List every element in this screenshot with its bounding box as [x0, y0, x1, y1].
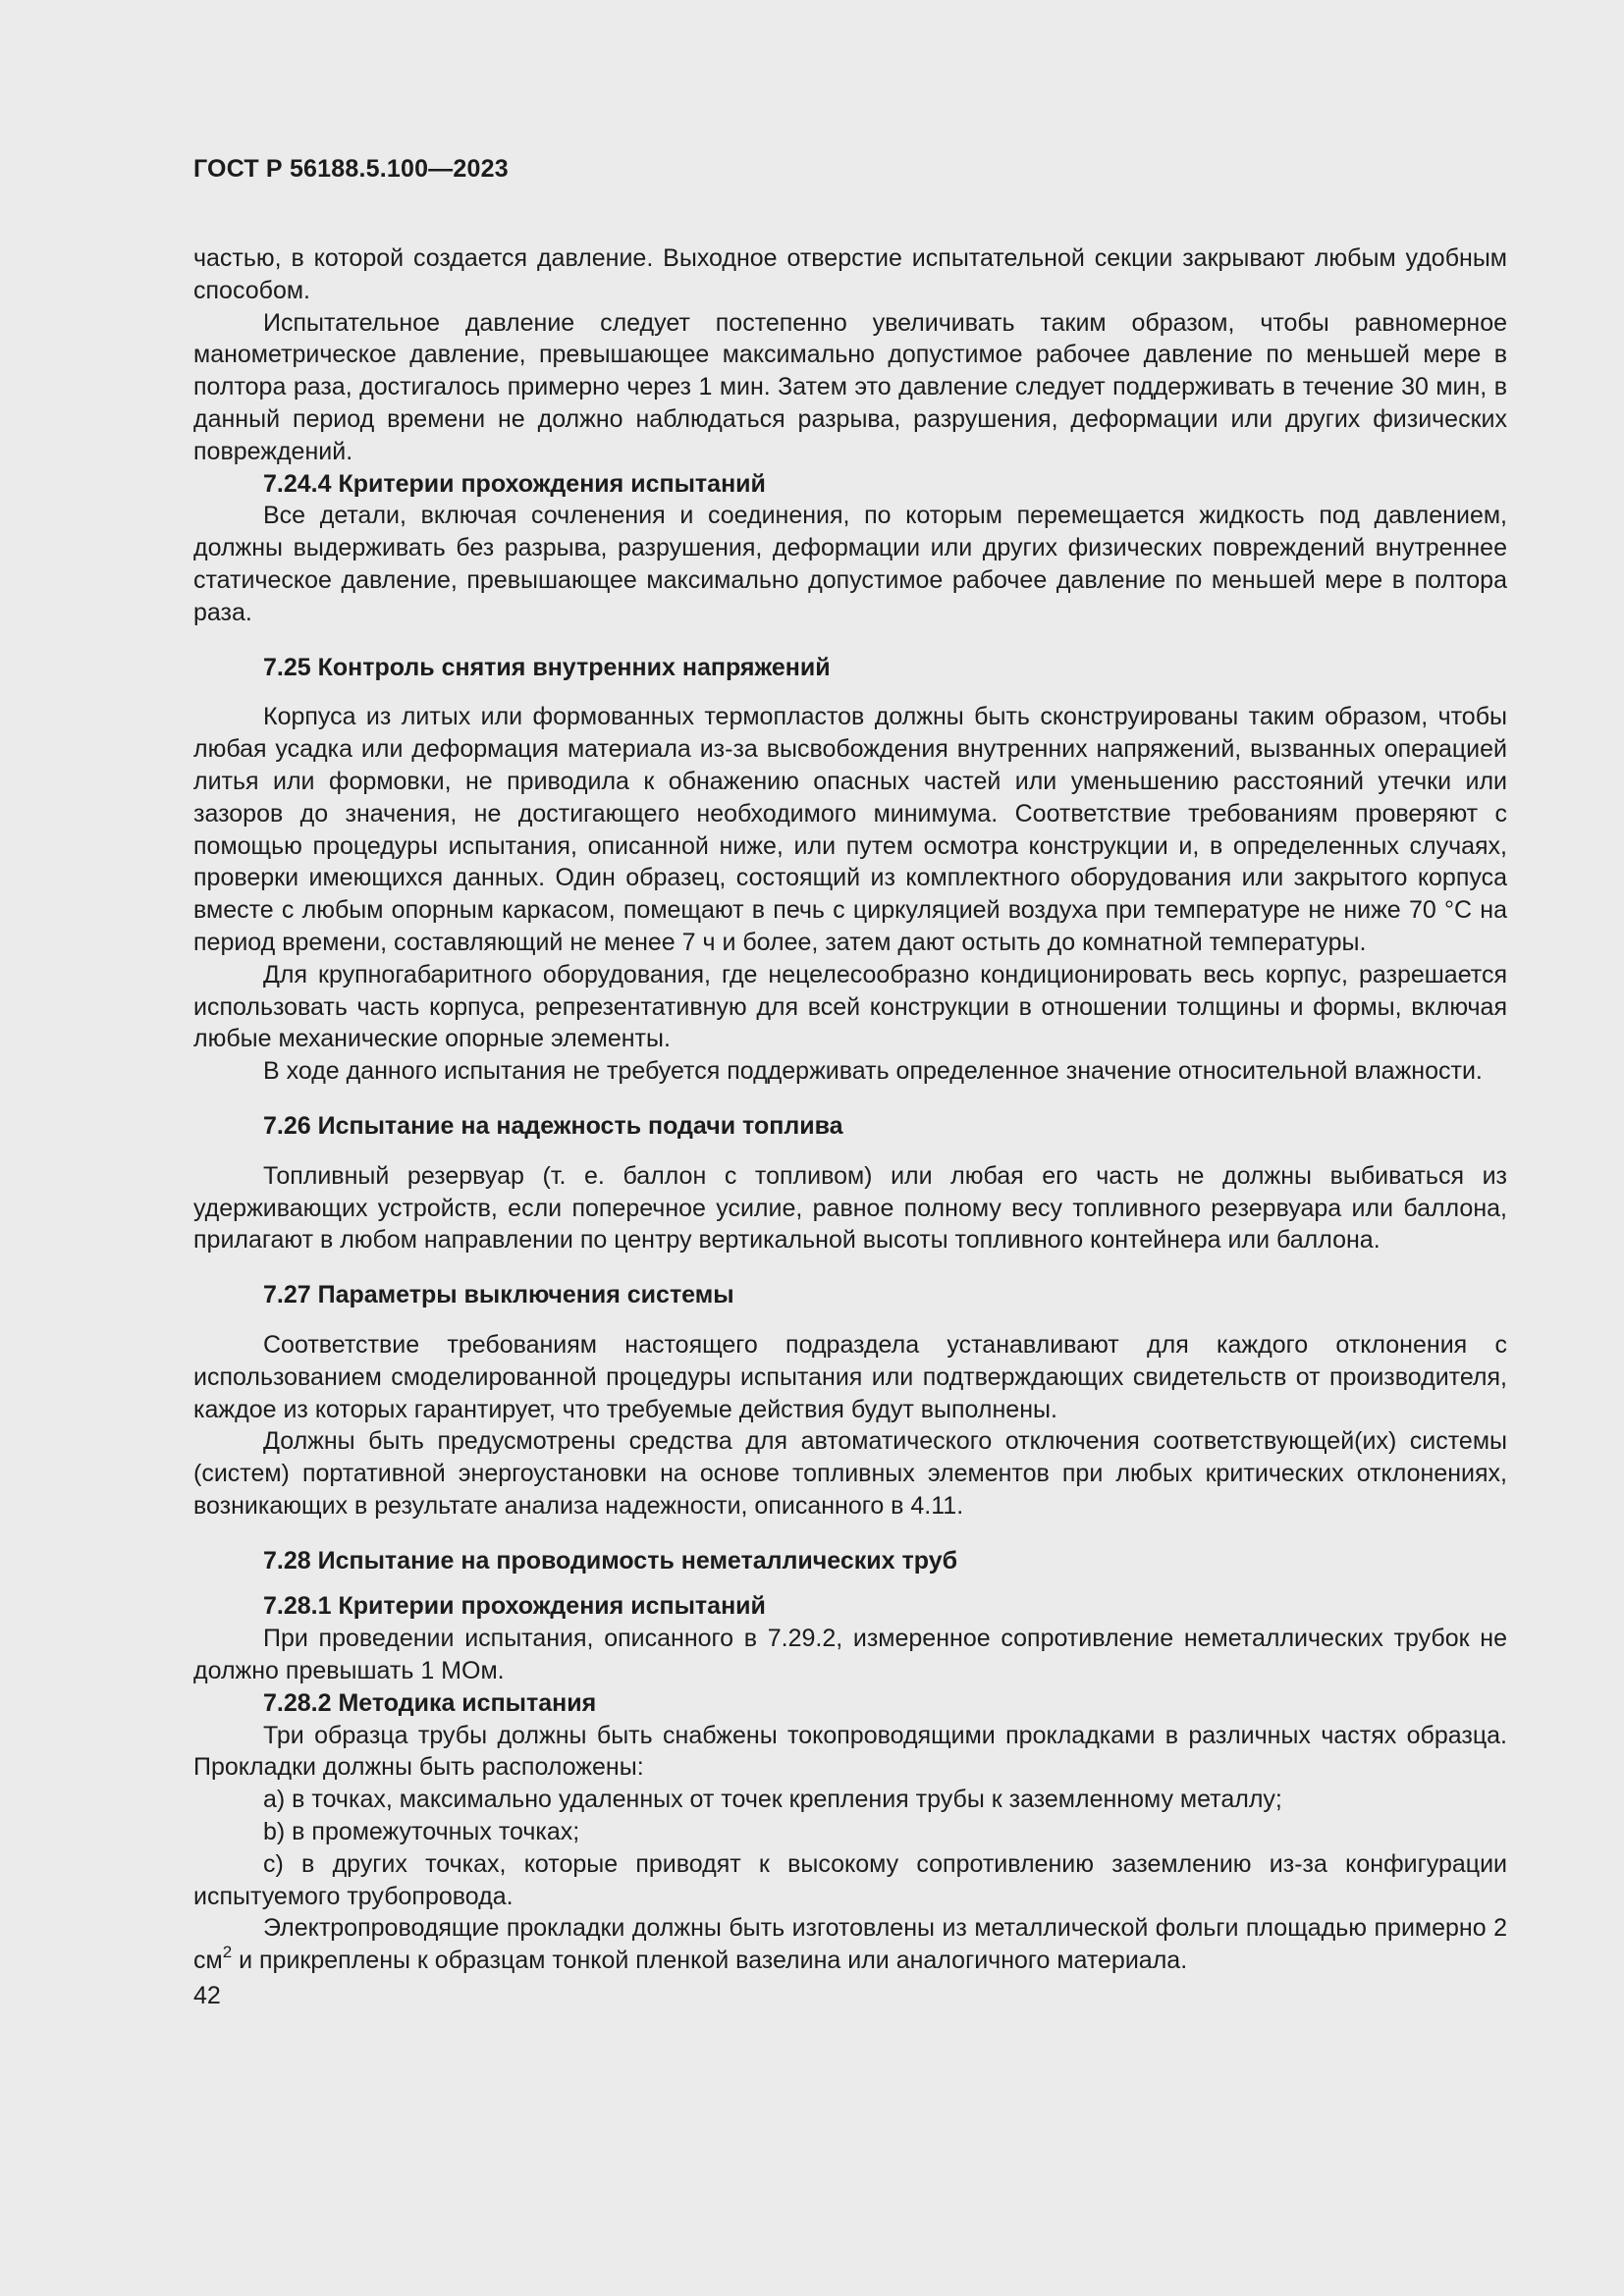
- paragraph-test-pressure: Испытательное давление следует постепенно увеличивать таким образом, чтобы равномерное манометрическое давление, превышающее максимально допустимое рабочее давление по меньшей мере в полтора раза, достигалось примерно через 1 мин. Затем это давление следует поддерживать в течение 30 мин, в данный период времени не должно наблюдаться разрыва, разрушения, деформации или других физических повреждений.: [193, 308, 1507, 465]
- paragraph-7-27-1: Соответствие требованиям настоящего подраздела устанавливают для каждого отклонения с использованием смоделированной процедуры испытания или подтверждающих свидетельств от производителя, каждое из которых гарантирует, что требуемые действия будут выполнены.: [193, 1330, 1507, 1423]
- document-page: [193, 147, 1507, 2012]
- section-heading-7-27: 7.27 Параметры выключения системы: [263, 1281, 734, 1309]
- subsection-heading-7-28-1: 7.28.1 Критерии прохождения испытаний: [263, 1592, 766, 1621]
- document-header: ГОСТ Р 56188.5.100—2023: [193, 155, 509, 183]
- subsection-heading-7-28-2: 7.28.2 Методика испытания: [263, 1688, 597, 1717]
- paragraph-7-28-3-tail: и прикреплены к образцам тонкой пленкой вазелина или аналогичного материала.: [232, 1947, 1188, 1975]
- section-heading-7-26: 7.26 Испытание на надежность подачи топлива: [263, 1111, 843, 1140]
- paragraph-7-25-2: Для крупногабаритного оборудования, где нецелесообразно кондиционировать весь корпус, разрешается использовать часть корпуса, репрезентативную для всей конструкции в отношении толщины и формы, включая любые механические опорные элементы.: [193, 960, 1507, 1053]
- paragraph-7-24-4: Все детали, включая сочленения и соединения, по которым перемещается жидкость под давлением, должны выдерживать без разрыва, разрушения, деформации или других физических повреждений внутреннее статическое давление, превышающее максимально допустимое рабочее давление по меньшей мере в полтора раза.: [193, 502, 1507, 626]
- list-item-a: а) в точках, максимально удаленных от точек крепления трубы к заземленному металлу;: [263, 1786, 1282, 1814]
- superscript-2: 2: [222, 1942, 233, 1961]
- page-number: 42: [193, 1982, 221, 2010]
- section-heading-7-28: 7.28 Испытание на проводимость неметаллических труб: [263, 1546, 958, 1575]
- list-item-c: с) в других точках, которые приводят к высокому сопротивлению заземлению из-за конфигурации испытуемого трубопровода.: [193, 1849, 1507, 1910]
- paragraph-7-25-1: Корпуса из литых или формованных термопластов должны быть сконструированы таким образом, чтобы любая усадка или деформация материала из-за высвобождения внутренних напряжений, вызванных операцией литья или формовки, не приводила к обнажению опасных частей или уменьшению расстояний утечки или зазоров до значения, не достигающего необходимого минимума. Соответствие требованиям проверяют с помощью процедуры испытания, описанной ниже, или путем осмотра конструкции и, в определенных случаях, проверки имеющихся данных. Один образец, состоящий из комплектного оборудования или закрытого корпуса вместе с любым опорным каркасом, помещают в печь с циркуляцией воздуха при температуре не ниже 70 °С на период времени, составляющий не менее 7 ч и более, затем дают остыть до комнатной температуры.: [193, 703, 1507, 956]
- paragraph-7-26: Топливный резервуар (т. е. баллон с топливом) или любая его часть не должны выбиваться из удерживающих устройств, если поперечное усилие, равное полному весу топливного резервуара или баллона, прилагают в любом направлении по центру вертикальной высоты топливного контейнера или баллона.: [193, 1161, 1507, 1255]
- paragraph-7-28-3: [193, 1912, 1507, 1977]
- list-item-b: b) в промежуточных точках;: [263, 1818, 580, 1846]
- paragraph-7-28-2: Три образца трубы должны быть снабжены токопроводящими прокладками в различных частях образца. Прокладки должны быть расположены:: [193, 1721, 1507, 1782]
- paragraph-continuation: частью, в которой создается давление. Выходное отверстие испытательной секции закрывают любым удобным способом.: [193, 244, 1507, 304]
- paragraph-7-28-1: При проведении испытания, описанного в 7.29.2, измеренное сопротивление неметаллических трубок не должно превышать 1 МОм.: [193, 1625, 1507, 1685]
- paragraph-7-27-2: Должны быть предусмотрены средства для автоматического отключения соответствующей(их) системы (систем) портативной энергоустановки на основе топливных элементов при любых критических отклонениях, возникающих в результате анализа надежности, описанного в 4.11.: [193, 1427, 1507, 1520]
- paragraph-7-25-3: В ходе данного испытания не требуется поддерживать определенное значение относительной влажности.: [263, 1057, 1483, 1086]
- section-heading-7-25: 7.25 Контроль снятия внутренних напряжений: [263, 653, 831, 681]
- paragraph-7-28-3-text: Электропроводящие прокладки должны быть изготовлены из металлической фольги площадью примерно 2 см: [193, 1914, 1507, 1975]
- subsection-heading-7-24-4: 7.24.4 Критерии прохождения испытаний: [263, 469, 766, 498]
